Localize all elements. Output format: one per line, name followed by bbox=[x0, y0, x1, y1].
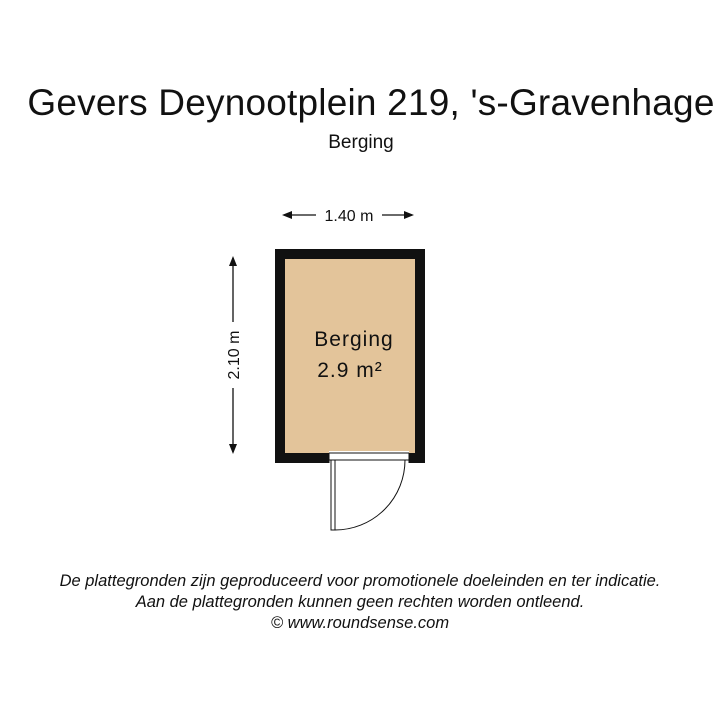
copyright-line: © www.roundsense.com bbox=[270, 614, 450, 632]
height-arrow-up-icon bbox=[229, 256, 237, 266]
disclaimer-line-1: De plattegronden zijn geproduceerd voor promotionele doeleinden en ter indicatie. bbox=[59, 572, 661, 590]
disclaimer-line-2: Aan de plattegronden kunnen geen rechten worden ontleend. bbox=[135, 593, 585, 611]
room-name: Berging bbox=[314, 328, 394, 351]
disclaimer bbox=[0, 571, 720, 634]
door-leaf bbox=[331, 460, 335, 530]
height-dimension bbox=[226, 256, 243, 454]
room-berging bbox=[275, 249, 425, 530]
height-arrow-down-icon bbox=[229, 444, 237, 454]
width-label: 1.40 m bbox=[324, 208, 374, 225]
door-swing-arc bbox=[335, 460, 405, 530]
plan-subtitle: Berging bbox=[328, 132, 394, 153]
width-arrow-left-icon bbox=[282, 211, 292, 219]
width-dimension bbox=[282, 208, 414, 225]
room-floor bbox=[285, 259, 415, 453]
plan-title: Gevers Deynootplein 219, 's-Gravenhage bbox=[27, 82, 715, 123]
room-area: 2.9 m² bbox=[317, 359, 383, 382]
height-label: 2.10 m bbox=[226, 330, 243, 380]
width-arrow-right-icon bbox=[404, 211, 414, 219]
